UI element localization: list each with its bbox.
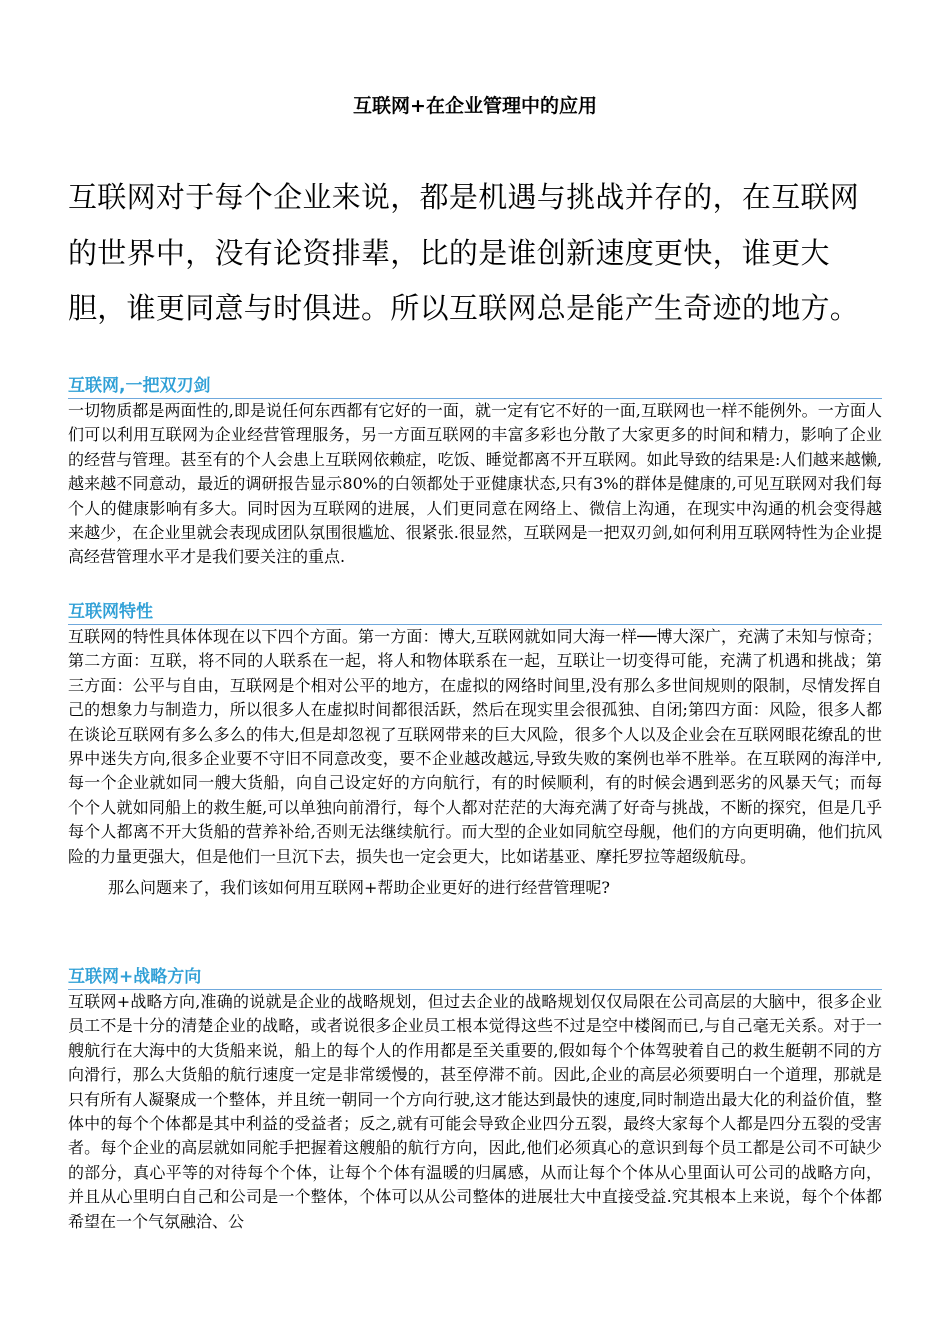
section-heading: 互联网,一把双刃剑 <box>68 374 882 399</box>
section-internet-characteristics <box>68 600 882 900</box>
intro-paragraph: 互联网对于每个企业来说，都是机遇与挑战并存的，在互联网的世界中，没有论资排辈，比的是谁创新速度更快，谁更大胆，谁更同意与时俱进。所以互联网总是能产生奇迹的地方。 <box>68 180 860 325</box>
section-body: 互联网的特性具体体现在以下四个方面。第一方面：博大,互联网就如同大海一样──博大深广，充满了未知与惊奇；第二方面：互联，将不同的人联系在一起，将人和物体联系在一起，互联让一切变得可能，充满了机遇和挑战；第三方面：公平与自由，互联网是个相对公平的地方，在虚拟的网络时间里,没有那么多世间规则的限制，尽情发挥自己的想象力与制造力，所以很多人在虚拟时间都很活跃，然后在现实里会很孤独、自闭;第四方面：风险，很多人都在谈论互联网有多么多么的伟大,但是却忽视了互联网带来的巨大风险，很多个人以及企业会在互联网眼花缭乱的世界中迷失方向,很多企业要不守旧不同意改变，要不企业越改越远,导致失败的案例也举不胜举。在互联网的海洋中,每一个企业就如同一艘大货船，向自己设定好的方向航行，有的时候顺利，有的时候会遇到恶劣的风暴天气；而每个个人就如同船上的救生艇,可以单独向前滑行，每个人都对茫茫的大海充满了好奇与挑战，不断的探究，但是几乎每个人都离不开大货船的营养补给,否则无法继续航行。而大型的企业如同航空母舰，他们的方向更明确，他们抗风险的力量更强大，但是他们一旦沉下去，损失也一定会更大，比如诺基亚、摩托罗拉等超级航母。 <box>68 627 882 866</box>
section-body: 一切物质都是两面性的,即是说任何东西都有它好的一面，就一定有它不好的一面,互联网也一样不能例外。一方面人们可以利用互联网为企业经营管理服务，另一方面互联网的丰富多彩也分散了大家更多的时间和精力，影响了企业的经营与管理。甚至有的个人会患上互联网依赖症，吃饭、睡觉都离不开互联网。如此导致的结果是:人们越来越懒,越来越不同意动，最近的调研报告显示80%的白领都处于亚健康状态,只有3%的群体是健康的,可见互联网对我们每个人的健康影响有多大。同时因为互联网的进展，人们更同意在网络上、微信上沟通，在现实中沟通的机会变得越来越少，在企业里就会表现成团队氛围很尴尬、很紧张.很显然，互联网是一把双刃剑,如何利用互联网特性为企业提高经营管理水平才是我们要关注的重点. <box>68 401 882 567</box>
section-strategy-direction <box>68 965 882 1234</box>
section-heading: 互联网特性 <box>68 600 882 625</box>
question-paragraph: 那么问题来了，我们该如何用互联网+帮助企业更好的进行经营管理呢? <box>108 878 610 898</box>
section-body: 互联网+战略方向,准确的说就是企业的战略规划，但过去企业的战略规划仅仅局限在公司高层的大脑中，很多企业员工不是十分的清楚企业的战略，或者说很多企业员工根本觉得这些不过是空中楼阁而已,与自己毫无关系。对于一艘航行在大海中的大货船来说，船上的每个人的作用都是至关重要的,假如每个个体驾驶着自己的救生艇朝不同的方向滑行，那么大货船的航行速度一定是非常缓慢的，甚至停滞不前。因此,企业的高层必须要明白一个道理，那就是只有所有人凝聚成一个整体，并且统一朝同一个方向行驶,这才能达到最快的速度,同时制造出最大化的利益价值，整体中的每个个体都是其中利益的受益者；反之,就有可能会导致企业四分五裂，最终大家每个人都是四分五裂的受害者。每个企业的高层就如同舵手把握着这艘船的航行方向，因此,他们必须真心的意识到每个员工都是公司不可缺少的部分，真心平等的对待每个个体，让每个个体有温暖的归属感，从而让每个个体从心里面认可公司的战略方向，并且从心里明白自己和公司是一个整体，个体可以从公司整体的进展壮大中直接受益.究其根本上来说，每个个体都希望在一个气氛融洽、公 <box>68 992 882 1231</box>
section-double-edged-sword <box>68 374 882 570</box>
document-title: 互联网+在企业管理中的应用 <box>353 95 597 117</box>
section-heading: 互联网+战略方向 <box>68 965 882 990</box>
